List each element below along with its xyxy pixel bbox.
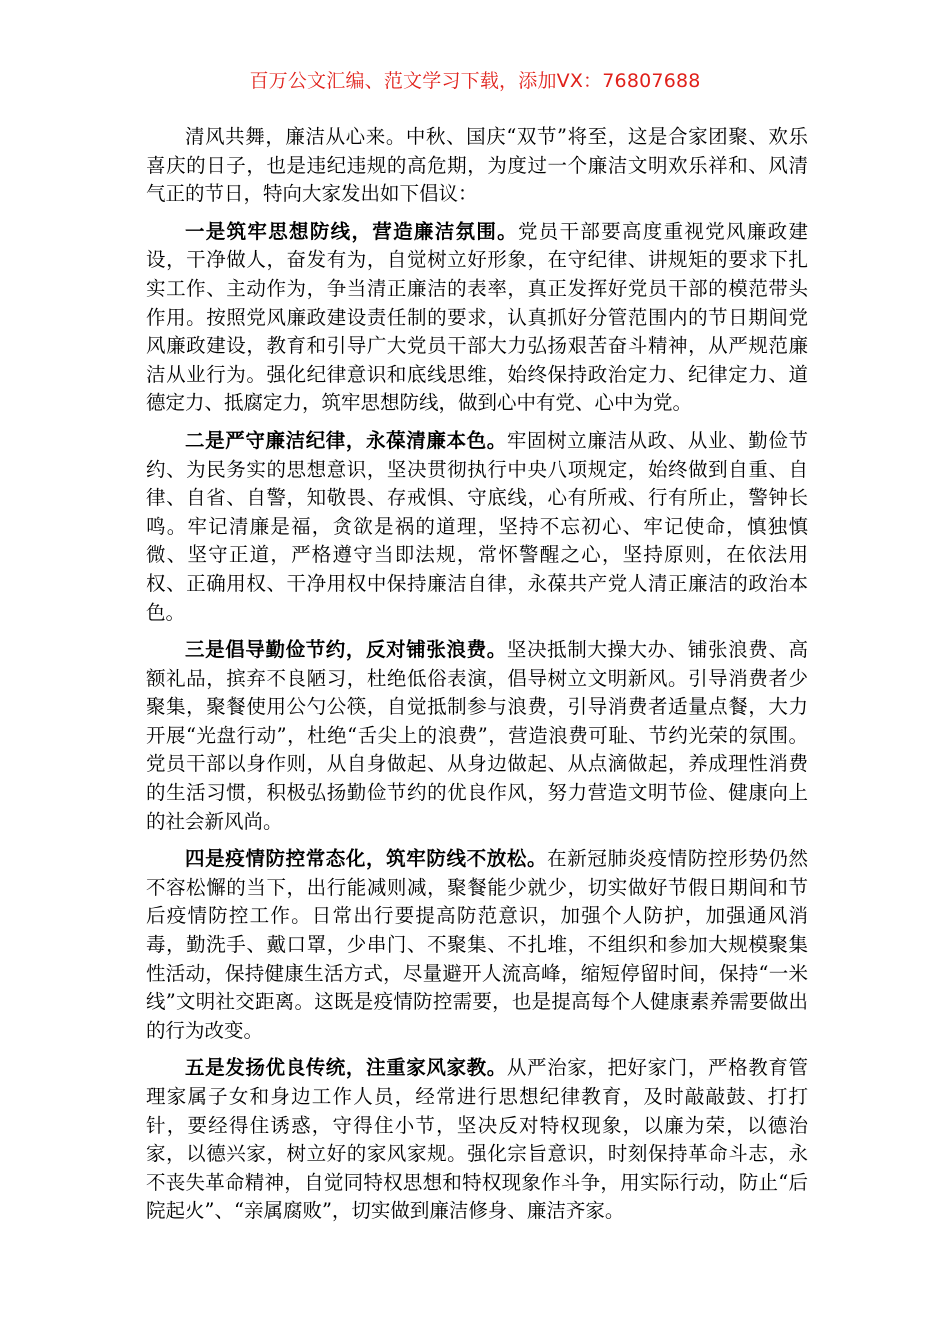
- intro-paragraph: 清风共舞，廉洁从心来。中秋、国庆“双节”将至，这是合家团聚、欢乐喜庆的日子，也是违纪违规的高危期，为度过一个廉洁文明欢乐祥和、风清气正的节日，特向大家发出如下倡议：: [146, 125, 808, 206]
- section-paragraph-3: [146, 636, 808, 836]
- section-body: 牢固树立廉洁从政、从业、勤俭节约、为民务实的思想意识，坚决贯彻执行中央八项规定，始终做到自重、自律、自省、自警，知敬畏、存戒惧、守底线，心有所戒、行有所止，警钟长鸣。牢记清廉是福，贪欲是祸的道理，坚持不忘初心、牢记使命，慎独慎微、坚守正道，严格遵守当即法规，常怀警醒之心，坚持原则，在依法用权、正确用权、干净用权中保持廉洁自律，永葆共产党人清正廉洁的政治本色。: [146, 428, 808, 624]
- section-body: 在新冠肺炎疫情防控形势仍然不容松懈的当下，出行能减则减，聚餐能少就少，切实做好节假日期间和节后疫情防控工作。日常出行要提高防范意识，加强个人防护，加强通风消毒，勤洗手、戴口罩，少串门、不聚集、不扎堆，不组织和参加大规模聚集性活动，保持健康生活方式，尽量避开人流高峰，缩短停留时间，保持“一米线”文明社交距离。这既是疫情防控需要，也是提高每个人健康素养需要做出的行为改变。: [146, 847, 808, 1042]
- section-body: 从严治家，把好家门，严格教育管理家属子女和身边工作人员，经常进行思想纪律教育，及时敲敲鼓、打打针，要经得住诱惑，守得住小节，坚决反对特权现象，以廉为荣，以德治家，以德兴家，树立好的家风家规。强化宗旨意识，时刻保持革命斗志，永不丧失革命精神，自觉同特权思想和特权现象作斗争，用实际行动，防止“后院起火”、“亲属腐败”，切实做到廉洁修身、廉洁齐家。: [146, 1056, 808, 1223]
- document-body: [146, 123, 808, 1235]
- section-body: 坚决抵制大操大办、铺张浪费、高额礼品，摈弃不良陋习，杜绝低俗表演，倡导树立文明新风。引导消费者少聚集，聚餐使用公勺公筷，自觉抵制参与浪费，引导消费者适量点餐，大力开展“光盘行动”，杜绝“舌尖上的浪费”，营造浪费可耻、节约光荣的氛围。党员干部以身作则，从自身做起、从身边做起、从点滴做起，养成理性消费的生活习惯，积极弘扬勤俭节约的优良作风，努力营造文明节俭、健康向上的社会新风尚。: [146, 638, 808, 833]
- watermark-header: 百万公文汇编、范文学习下载，添加VX：76807688: [249, 70, 701, 92]
- section-lead: 一是筑牢思想防线，营造廉洁氛围。: [185, 219, 518, 243]
- section-paragraph-1: [146, 218, 808, 418]
- section-lead: 五是发扬优良传统，注重家风家教。: [185, 1056, 507, 1080]
- section-body: 党员干部要高度重视党风廉政建设，干净做人，奋发有为，自觉树立好形象，在守纪律、讲规矩的要求下扎实工作、主动作为，争当清正廉洁的表率，真正发挥好党员干部的模范带头作用。按照党风廉政建设责任制的要求，认真抓好分管范围内的节日期间党风廉政建设，教育和引导广大党员干部大力弘扬艰苦奋斗精神，从严规范廉洁从业行为。强化纪律意识和底线思维，始终保持政治定力、纪律定力、道德定力、抵腐定力，筑牢思想防线，做到心中有党、心中为党。: [146, 219, 808, 415]
- section-paragraph-2: [146, 427, 808, 627]
- section-lead: 三是倡导勤俭节约，反对铺张浪费。: [185, 638, 507, 662]
- section-paragraph-4: [146, 845, 808, 1045]
- section-paragraph-5: [146, 1054, 808, 1226]
- section-lead: 四是疫情防控常态化，筑牢防线不放松。: [185, 847, 548, 871]
- section-lead: 二是严守廉洁纪律，永葆清廉本色。: [185, 428, 507, 452]
